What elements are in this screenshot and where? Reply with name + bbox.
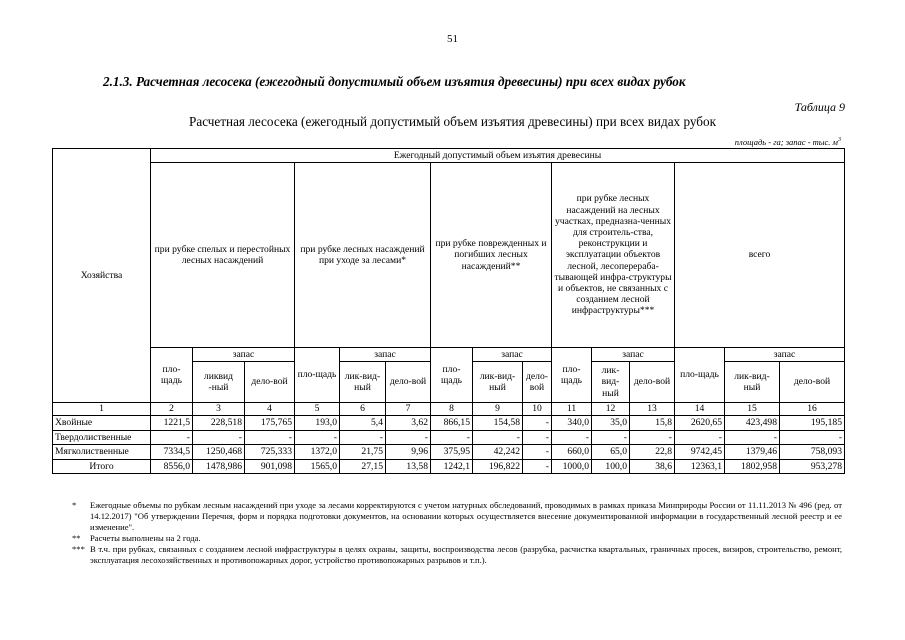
table-cell: 5,4	[340, 416, 386, 431]
table-cell: -	[386, 430, 431, 445]
column-number: 14	[675, 403, 725, 416]
footnote-mark: *	[72, 500, 77, 510]
header-stock: запас	[340, 348, 431, 362]
column-number: 2	[151, 403, 193, 416]
header-area: пло-щадь	[151, 348, 193, 403]
header-area: пло-щадь	[431, 348, 473, 403]
table-cell: 27,15	[340, 459, 386, 474]
column-number: 4	[245, 403, 295, 416]
column-number: 15	[725, 403, 780, 416]
table-row-total	[53, 459, 845, 474]
header-group-care: при рубке лесных насаждений при уходе за лесами*	[295, 163, 431, 348]
header-liquid: лик-вид-ный	[473, 362, 523, 403]
page-number: 51	[447, 33, 458, 45]
table-cell: 660,0	[552, 445, 592, 460]
column-numbers-row	[53, 403, 845, 416]
table-title: Расчетная лесосека (ежегодный допустимый объем изъятия древесины) при всех видах рубок	[189, 114, 716, 129]
table-cell: -	[295, 430, 340, 445]
header-area: пло-щадь	[552, 348, 592, 403]
table-cell: 1802,958	[725, 459, 780, 474]
table-cell: 1379,46	[725, 445, 780, 460]
header-stock: запас	[592, 348, 675, 362]
column-number: 3	[193, 403, 245, 416]
table-cell: 1372,0	[295, 445, 340, 460]
table-cell: 196,822	[473, 459, 523, 474]
table-cell: -	[523, 430, 552, 445]
table-cell: 1242,1	[431, 459, 473, 474]
table-cell: 154,58	[473, 416, 523, 431]
header-liquid: ликвид -ный	[193, 362, 245, 403]
cutting-area-table	[52, 148, 845, 474]
header-annual-volume: Ежегодный допустимый объем изъятия древесины	[151, 149, 845, 163]
header-business: дело-вой	[523, 362, 552, 403]
column-number: 5	[295, 403, 340, 416]
table-cell: 21,75	[340, 445, 386, 460]
footnote	[72, 533, 842, 544]
table-cell: 100,0	[592, 459, 630, 474]
table-cell: -	[523, 445, 552, 460]
header-liquid: лик-вид-ный	[592, 362, 630, 403]
table-cell: -	[675, 430, 725, 445]
table-cell: -	[592, 430, 630, 445]
column-number: 8	[431, 403, 473, 416]
table-cell: -	[523, 459, 552, 474]
header-stock: запас	[725, 348, 845, 362]
table-cell: -	[245, 430, 295, 445]
header-area: пло-щадь	[295, 348, 340, 403]
units-text: площадь - га; запас - тыс. м	[734, 137, 838, 147]
table-cell: -	[151, 430, 193, 445]
footnote	[72, 500, 842, 533]
table-cell: 65,0	[592, 445, 630, 460]
table-cell: -	[725, 430, 780, 445]
table-cell: 866,15	[431, 416, 473, 431]
row-label: Твердолиственные	[53, 430, 151, 445]
table-cell: 7334,5	[151, 445, 193, 460]
column-number: 11	[552, 403, 592, 416]
header-stock: запас	[193, 348, 295, 362]
table-cell: 35,0	[592, 416, 630, 431]
header-group-damaged: при рубке поврежденных и погибших лесных насаждений**	[431, 163, 552, 348]
header-group-total: всего	[675, 163, 845, 348]
header-farms: Хозяйства	[53, 149, 151, 403]
table-cell: 228,518	[193, 416, 245, 431]
header-group-infrastructure: при рубке лесных насаждений на лесных участках, предназна-ченных для строитель-ства, реконструкции и эксплуатации объектов лесной, лесоперераба-тывающей инфра-структуры и объектов, не связанных с созданием лесной инфраструктуры***	[552, 163, 675, 348]
footnote-text: Расчеты выполнены на 2 года.	[90, 533, 201, 543]
table-cell: 423,498	[725, 416, 780, 431]
table-row	[53, 430, 845, 445]
table-cell: 1565,0	[295, 459, 340, 474]
table-row	[53, 416, 845, 431]
table-cell: 1000,0	[552, 459, 592, 474]
row-label: Хвойные	[53, 416, 151, 431]
table-cell: 15,8	[630, 416, 675, 431]
footnote-text: В т.ч. при рубках, связанных с созданием лесной инфраструктуры в целях охраны, защиты, воспроизводства лесов (разрубка, расчистка квартальных, граничных просек, визиров, строительство, ремонт, эксплуатация лесохозяйственных и противопожарных дорог, устройство противопожарных разрывов и т.п.).	[90, 544, 842, 565]
row-label: Мягколиственные	[53, 445, 151, 460]
table-row	[53, 445, 845, 460]
table-cell: 175,765	[245, 416, 295, 431]
table-cell: 195,185	[780, 416, 845, 431]
footnote-mark: ***	[72, 544, 85, 554]
column-number: 6	[340, 403, 386, 416]
table-cell: 375,95	[431, 445, 473, 460]
table-cell: -	[630, 430, 675, 445]
header-liquid: лик-вид-ный	[340, 362, 386, 403]
header-business: дело-вой	[630, 362, 675, 403]
table-cell: 38,6	[630, 459, 675, 474]
units-superscript: 3	[838, 137, 841, 144]
table-cell: 1221,5	[151, 416, 193, 431]
table-label: Таблица 9	[794, 100, 845, 114]
units-note	[735, 137, 841, 147]
table-cell: 12363,1	[675, 459, 725, 474]
column-number: 12	[592, 403, 630, 416]
table-cell: 3,62	[386, 416, 431, 431]
footnote-text: Ежегодные объемы по рубкам лесным насаждений при уходе за лесами корректируются с учетом натурных обследований, проводимых в рамках приказа Минприроды России от 11.11.2013 № 496 (ред. от 14.12.2017) "Об утверждении Перечня, форм и порядка подготовки документов, на основании которых осуществляется внесение документированной информации в государственный лесной реестр и ее изменение".	[90, 500, 842, 532]
header-group-mature: при рубке спелых и перестойных лесных насаждений	[151, 163, 295, 348]
column-number: 13	[630, 403, 675, 416]
column-number: 9	[473, 403, 523, 416]
table-cell: 758,093	[780, 445, 845, 460]
table-cell: 9742,45	[675, 445, 725, 460]
table-cell: 1478,986	[193, 459, 245, 474]
table-cell: 193,0	[295, 416, 340, 431]
table-cell: -	[431, 430, 473, 445]
table-cell: 901,098	[245, 459, 295, 474]
table-cell: -	[552, 430, 592, 445]
footnote-mark: **	[72, 533, 81, 543]
table-cell: -	[193, 430, 245, 445]
header-liquid: лик-вид-ный	[725, 362, 780, 403]
section-heading: 2.1.3. Расчетная лесосека (ежегодный допустимый объем изъятия древесины) при всех видах рубок	[103, 74, 686, 89]
table-cell: 1250,468	[193, 445, 245, 460]
table-cell: 9,96	[386, 445, 431, 460]
table-cell: -	[780, 430, 845, 445]
column-number: 7	[386, 403, 431, 416]
table-cell: 8556,0	[151, 459, 193, 474]
table-cell: 953,278	[780, 459, 845, 474]
table-cell: 13,58	[386, 459, 431, 474]
header-stock: запас	[473, 348, 552, 362]
header-business: дело-вой	[386, 362, 431, 403]
table-cell: 42,242	[473, 445, 523, 460]
table-cell: 725,333	[245, 445, 295, 460]
column-number: 10	[523, 403, 552, 416]
table-cell: -	[340, 430, 386, 445]
header-area: пло-щадь	[675, 348, 725, 403]
table-cell: 340,0	[552, 416, 592, 431]
table-cell: -	[473, 430, 523, 445]
table-cell: 2620,65	[675, 416, 725, 431]
footnote	[72, 544, 842, 566]
table-cell: -	[523, 416, 552, 431]
header-business: дело-вой	[780, 362, 845, 403]
column-number: 1	[53, 403, 151, 416]
table-cell: 22,8	[630, 445, 675, 460]
column-number: 16	[780, 403, 845, 416]
footnotes	[72, 500, 842, 566]
header-business: дело-вой	[245, 362, 295, 403]
row-label: Итого	[53, 459, 151, 474]
